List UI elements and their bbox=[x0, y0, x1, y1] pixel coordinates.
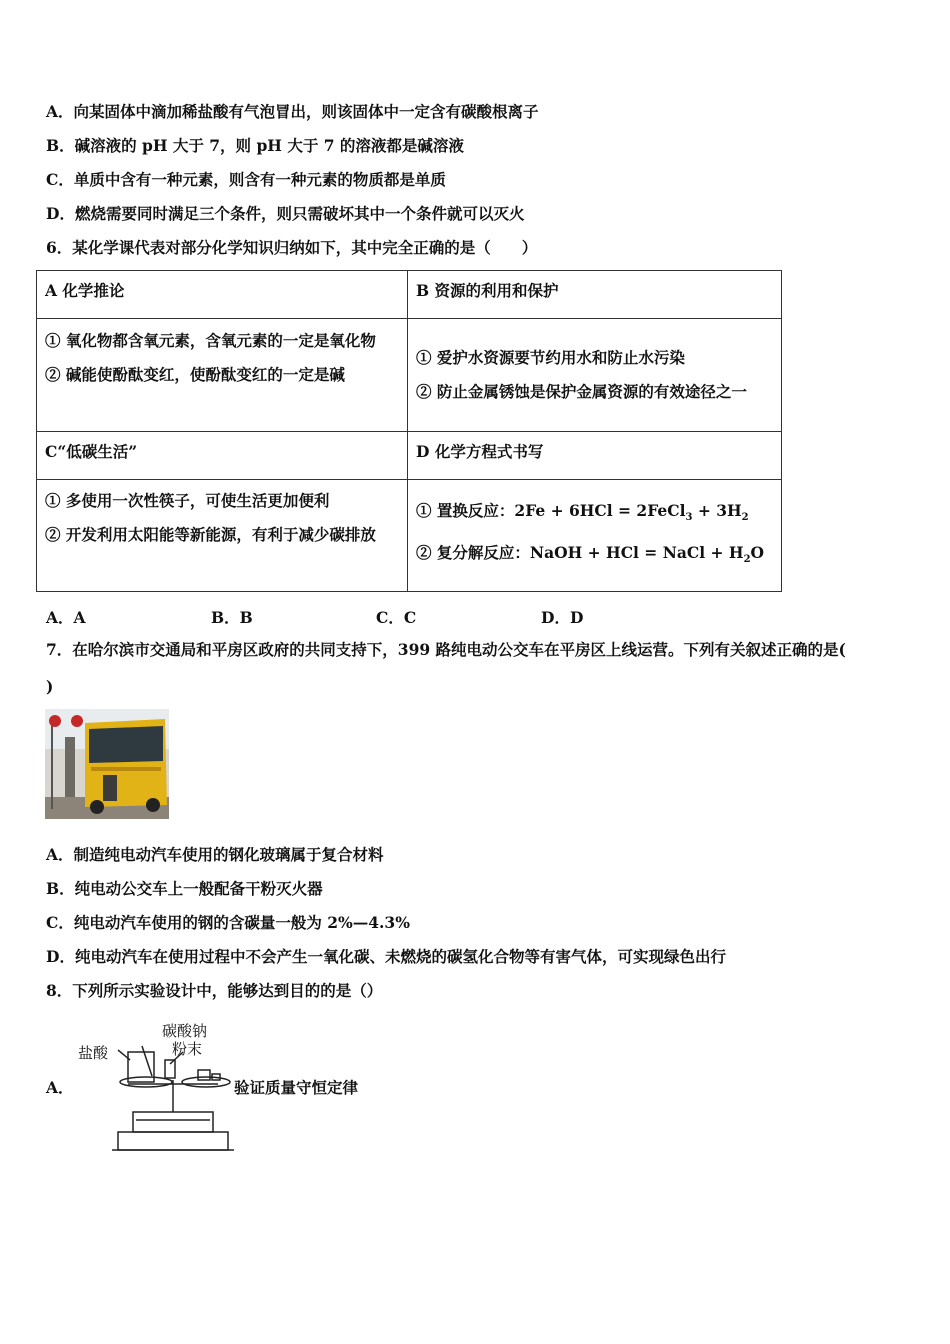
q6-b-item-1: ① 爱护水资源要节约用水和防止水污染 bbox=[416, 348, 685, 367]
label-hydrochloric-acid: 盐酸 bbox=[78, 1044, 109, 1062]
q7-stem-line1: 7．在哈尔滨市交通局和平房区政府的共同支持下，399 路纯电动公交车在平房区上线运营。下列有关叙述正确的是( bbox=[46, 640, 846, 659]
q5-option-c: C．单质中含有一种元素，则含有一种元素的物质都是单质 bbox=[46, 170, 446, 189]
label-powder: 粉末 bbox=[172, 1040, 203, 1058]
q6-option-a: A．A bbox=[46, 608, 86, 627]
q7-option-d: D．纯电动汽车在使用过程中不会产生一氧化碳、未燃烧的碳氢化合物等有害气体，可实现绿色出行 bbox=[46, 947, 726, 966]
q5-option-b: B．碱溶液的 pH 大于 7，则 pH 大于 7 的溶液都是碱溶液 bbox=[46, 136, 464, 155]
q8-option-a-text: 验证质量守恒定律 bbox=[234, 1078, 359, 1097]
label-sodium-carbonate: 碳酸钠 bbox=[162, 1022, 208, 1040]
q6-b-item-2: ② 防止金属锈蚀是保护金属资源的有效途径之一 bbox=[416, 382, 747, 401]
q6-option-d: D．D bbox=[541, 608, 584, 627]
q6-c-item-2: ② 开发利用太阳能等新能源，有利于减少碳排放 bbox=[45, 525, 376, 544]
q7-stem-line2: ) bbox=[46, 677, 54, 696]
q6-cell-a-head: A 化学推论 bbox=[37, 271, 408, 319]
q6-cell-a-body bbox=[37, 319, 408, 432]
q8-stem: 8．下列所示实验设计中，能够达到目的的是（） bbox=[46, 981, 383, 1000]
q6-cell-c-body bbox=[37, 480, 408, 592]
q7-option-a: A．制造纯电动汽车使用的钢化玻璃属于复合材料 bbox=[46, 845, 384, 864]
q6-cell-d-head: D 化学方程式书写 bbox=[408, 432, 782, 480]
q6-d-item-2: ② 复分解反应：NaOH + HCl = NaCl + $H_2O$ bbox=[416, 542, 765, 565]
q6-option-c: C．C bbox=[376, 608, 417, 627]
q5-option-a: A．向某固体中滴加稀盐酸有气泡冒出，则该固体中一定含有碳酸根离子 bbox=[46, 102, 539, 121]
q6-a-item-2: ② 碱能使酚酞变红，使酚酞变红的一定是碱 bbox=[45, 365, 345, 384]
q6-cell-b-body bbox=[408, 319, 782, 432]
balance-figure bbox=[78, 1020, 238, 1156]
q8-option-a-label: A． bbox=[46, 1078, 74, 1097]
q6-c-item-1: ① 多使用一次性筷子，可使生活更加便利 bbox=[45, 491, 330, 510]
q6-cell-c-head: C“低碳生活” bbox=[37, 432, 408, 480]
q5-option-d: D．燃烧需要同时满足三个条件，则只需破坏其中一个条件就可以灭火 bbox=[46, 204, 525, 223]
q6-cell-b-head: B 资源的利用和保护 bbox=[408, 271, 782, 319]
q6-d-item-1: ① 置换反应：2Fe + 6HCl = 2FeCl$_3$ + $3H_2$ bbox=[416, 501, 749, 524]
q6-a-item-1: ① 氧化物都含氧元素，含氧元素的一定是氧化物 bbox=[45, 331, 376, 350]
q6-table bbox=[36, 270, 782, 592]
q7-option-c: C．纯电动汽车使用的钢的含碳量一般为 2%—4.3% bbox=[46, 913, 410, 932]
q7-option-b: B．纯电动公交车上一般配备干粉灭火器 bbox=[46, 879, 323, 898]
q6-cell-d-body bbox=[408, 480, 782, 592]
q6-option-b: B．B bbox=[211, 608, 253, 627]
bus-photo bbox=[45, 709, 169, 819]
q6-stem: 6．某化学课代表对部分化学知识归纳如下，其中完全正确的是（ ） bbox=[46, 238, 538, 257]
